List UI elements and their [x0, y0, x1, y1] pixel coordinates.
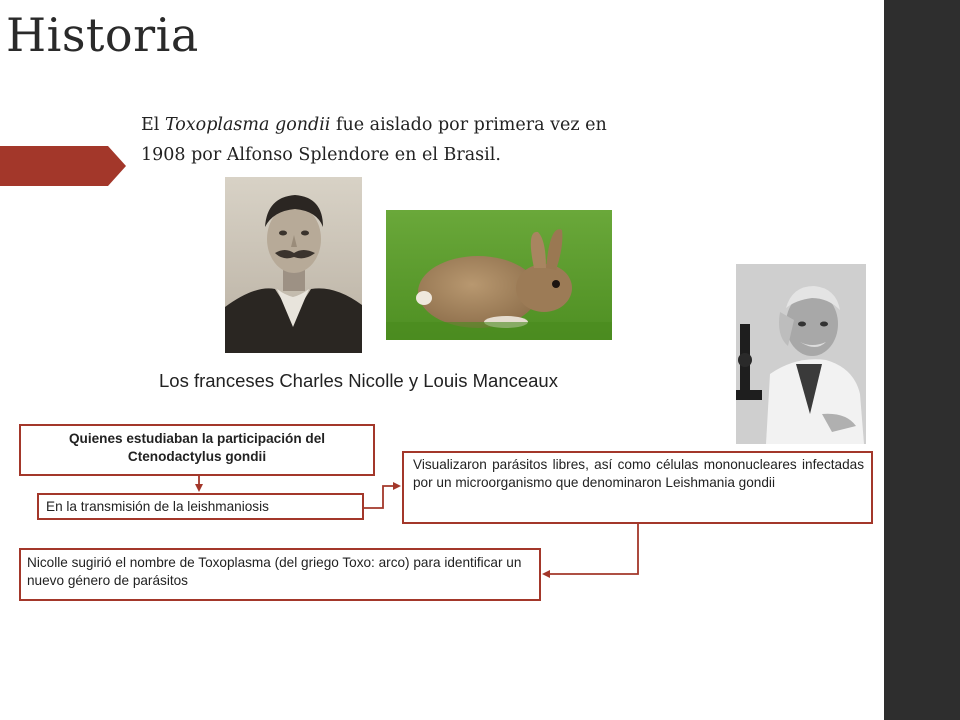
- slide-title: Historia: [6, 8, 199, 62]
- flow-box-transmission: En la transmisión de la leishmaniosis: [37, 493, 364, 520]
- intro-species-name: Toxoplasma gondii: [164, 115, 331, 135]
- connector-box2-to-box3: [364, 486, 399, 508]
- intro-prefix: El: [141, 115, 165, 135]
- flow-box-naming: Nicolle sugirió el nombre de Toxoplasma (del griego Toxo: arco) para identificar un nuevo género de parásitos: [19, 548, 541, 601]
- connector-box3-to-box4: [544, 524, 638, 574]
- flow-box-observation: Visualizaron parásitos libres, así como células mononucleares infectadas por un microorganismo que denominaron Leishmania gondii: [402, 451, 873, 524]
- intro-line2: 1908 por Alfonso Splendore en el Brasil.: [141, 145, 501, 165]
- intro-line1-rest: fue aislado por primera vez en: [330, 115, 607, 135]
- photo-caption: Los franceses Charles Nicolle y Louis Manceaux: [159, 370, 558, 391]
- flow-box-research: Quienes estudiaban la participación del Ctenodactylus gondii: [19, 424, 375, 476]
